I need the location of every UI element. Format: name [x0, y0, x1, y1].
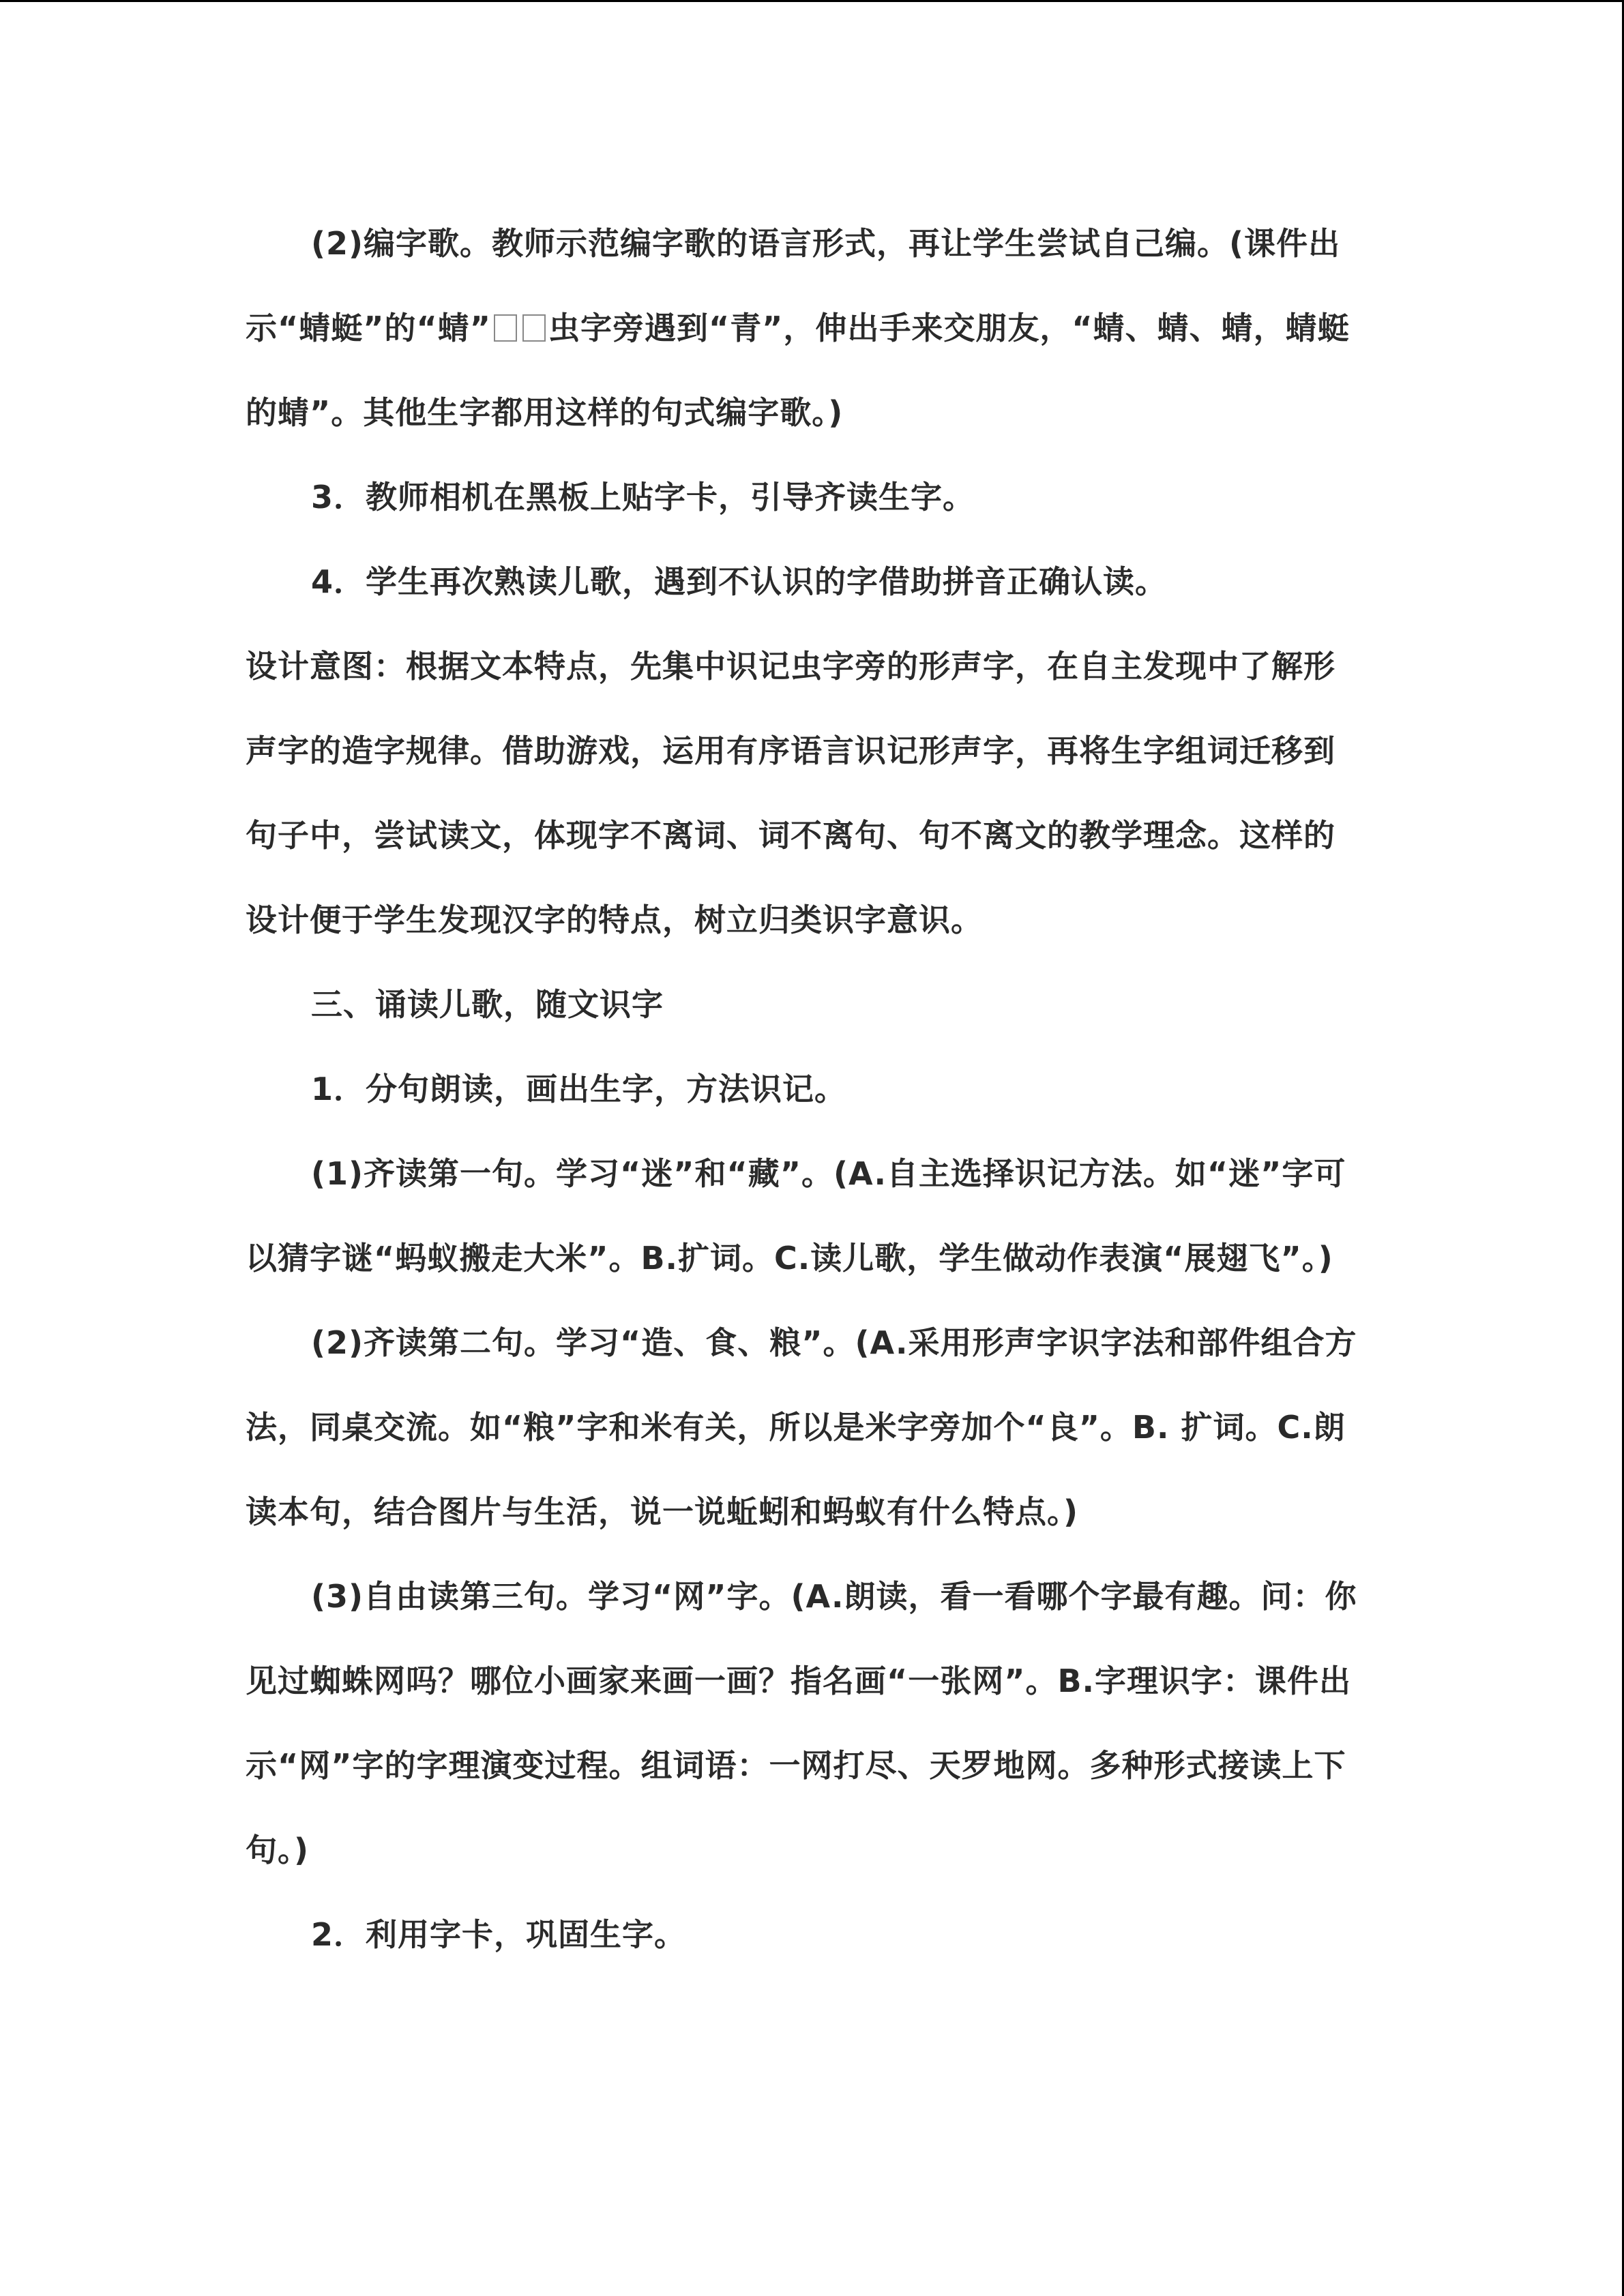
paragraph-sentence-2: (2)齐读第二句。学习“造、食、粮”。(A.采用形声字识字法和部件组合方法，同桌交流。如“粮”字和米有关，所以是米字旁加个“良”。B. 扩词。C.朗读本句，结合图片与生活，说一说蚯蚓和蚂蚁有什么特点。) — [246, 1324, 1357, 1530]
paragraph-song-making-part-1: (2)编字歌。教师示范编字歌的语言形式，再让学生尝试自己编。(课件出示“蜻蜓”的“蜻” — [246, 225, 1341, 346]
paragraph-design-intent: 设计意图：根据文本特点，先集中识记虫字旁的形声字，在自主发现中了解形声字的造字规律。借助游戏，运用有序语言识记形声字，再将生字组词迁移到句子中，尝试读文，体现字不离词、词不离句、句不离文的教学理念。这样的设计便于学生发现汉字的特点，树立归类识字意识。 — [246, 648, 1335, 938]
paragraph-step-3: 3．教师相机在黑板上贴字卡，引导齐读生字。 — [311, 479, 975, 516]
paragraph-sentence-1: (1)齐读第一句。学习“迷”和“藏”。(A.自主选择识记方法。如“迷”字可以猜字谜“蚂蚁搬走大米”。B.扩词。C.读儿歌，学生做动作表演“展翅飞”。) — [246, 1155, 1346, 1277]
page-border-top — [0, 0, 1624, 2]
paragraph-step-4: 4．学生再次熟读儿歌，遇到不认识的字借助拼音正确认读。 — [311, 563, 1168, 600]
paragraph-step-1: 1．分句朗读，画出生字，方法识记。 — [311, 1071, 847, 1107]
section-heading-three: 三、诵读儿歌，随文识字 — [311, 986, 664, 1023]
missing-glyph-box-1 — [494, 314, 517, 342]
document-body — [246, 201, 1364, 1977]
paragraph-sentence-3: (3)自由读第三句。学习“网”字。(A.朗读，看一看哪个字最有趣。问：你见过蜘蛛网吗？哪位小画家来画一画？指名画“一张网”。B.字理识字：课件出示“网”字的字理演变过程。组词语：一网打尽、天罗地网。多种形式接读上下句。) — [246, 1578, 1357, 1868]
paragraph-song-making-part-2: 虫字旁遇到“青”，伸出手来交朋友，“蜻、蜻、蜻，蜻蜓的蜻”。其他生字都用这样的句式编字歌。) — [246, 310, 1350, 431]
paragraph-step-2: 2．利用字卡，巩固生字。 — [311, 1916, 687, 1953]
paragraph-song-making — [246, 201, 1364, 455]
missing-glyph-box-2 — [522, 314, 546, 342]
